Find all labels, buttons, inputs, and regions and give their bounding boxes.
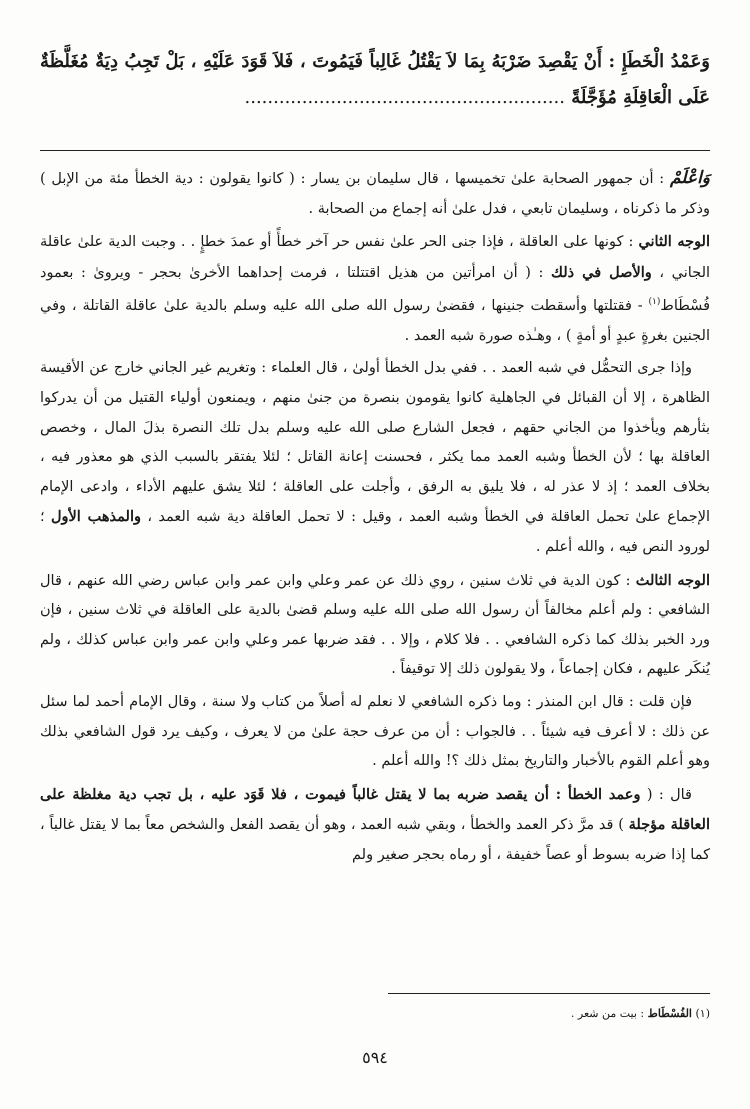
paragraph-text: ؛ لورود النص فيه ، والله أعلم . (40, 509, 710, 555)
paragraph-text: : ( أن امرأتين من هذيل اقتتلتا ، فرمت إحداهما الأخرىٰ بحجر - ويروىٰ : بعمود فُسْطَاط (40, 264, 710, 315)
paragraph-5 (40, 688, 710, 777)
paragraph-2 (40, 227, 710, 351)
bold-phrase: والمذهب الأول (51, 508, 141, 526)
commentary-body (40, 164, 710, 873)
footnote-definition: : بيت من شعر . (570, 1007, 645, 1020)
matn-dots: ........................................................ (244, 87, 565, 108)
section-heading: الوجه الثالث (635, 571, 710, 589)
page-number: ٥٩٤ (362, 1048, 388, 1067)
paragraph-text: : أن جمهور الصحابة علىٰ تخميسها ، قال سليمان بن يسار : ( كانوا يقولون : دية الخطأ مئة من الإبل ) وذكر ما ذكرناه ، وسليمان تابعي ، فدل علىٰ أنه إجماع من الصحابة . (40, 171, 710, 217)
paragraph-3 (40, 354, 710, 562)
paragraph-text: ) قد مرَّ ذكر العمد والخطأ ، وبقي شبه العمد ، وهو أن يقصد الفعل والشخص معاً بما لا يقتل غالباً ، كما إذا ضربه بسوط أو عصاً خفيفة ، أو رماه بحجر صغير ولم (40, 817, 710, 863)
footnote-divider (388, 993, 710, 994)
footnote-term: الفُسْطَاط (647, 1007, 692, 1020)
quoted-matn: وعمد الخطأ : أن يقصد ضربه بما لا يقتل غالباً فيموت ، فلا قَوَد عليه ، بل تجب دية مغلظة على العاقلة مؤجلة (40, 785, 710, 834)
footnote-number: (١) (695, 1007, 710, 1020)
footnote (40, 1006, 710, 1022)
paragraph-1 (40, 164, 710, 224)
paragraph-text: : كون الدية في ثلاث سنين ، روي ذلك عن عمر وعلي وابن عمر وابن عباس رضي الله عنهم ، قال الشافعي : ولم أعلم مخالفاً أن رسول الله صلى الله عليه وسلم قضىٰ بالدية على العاقلة في ثلاث سنين ، فإن ورد الخبر بذلك كما ذكره الشافعي . . فلا كلام ، وإلا . . فقد ضربها عمر وعلي وابن عمر وابن عباس كذلك ، ولم يُنكَر عليهم ، فكان إجماعاً ، ولا يقولون ذلك إلا توقيفاً . (40, 572, 710, 678)
matn-main: وَعَمْدُ الْخَطَإِ : أَنْ يَقْصِدَ ضَرْبَهُ بِمَا لاَ يَقْتُلُ غَالِباً فَيَمُوتَ ، فَلاَ قَوَدَ عَلَيْهِ ، بَلْ تَجِبُ دِيَةٌ مُغَلَّظَةٌ عَلَى الْعَاقِلَةِ مُؤَجَّلَةً (40, 51, 710, 108)
paragraph-text: وإذا جرى التحمُّل في شبه العمد . . ففي بدل الخطأ أولىٰ ، قال العلماء : وتغريم غير الجاني خارج عن الأقيسة الظاهرة ، إلا أن القبائل في الجاهلية كانوا يقومون بنصرة من جنىٰ منهم ، ويمنعون أولياء القتيل من أن يدركوا بثأرهم ويأخذوا من الجاني حقهم ، فجعل الشارع صلى الله عليه وسلم بدل تلك النصرة بذلَ المال ، وخصص العاقلة بها ؛ لأن الخطأ وشبه العمد مما يكثر ، فحسنت إعانة القاتل ؛ لئلا يفتقر بالسبب الذي هو معذور فيه ، بخلاف العمد ؛ إذ لا عذر له ، فلا يليق به الرفق ، وأجلت على العاقلة ؛ لئلا يشق عليهم الأداء ، وادعى الإمام الإجماع علىٰ تحمل العاقلة في الخطأ وشبه العمد ، وقيل : لا تحمل العاقلة دية شبه العمد ، (40, 360, 711, 526)
header-divider (40, 150, 710, 151)
paragraph-text: قال : ( (646, 786, 692, 803)
footnote-ref[interactable]: (١) (648, 297, 661, 308)
paragraph-text: - فقتلتها وأسقطت جنينها ، فقضىٰ رسول الله صلى الله عليه وسلم بالدية علىٰ عاقلة القاتلة ، وفي الجنين بغرةٍ عبدٍ أو أمةٍ ) ، وهـٰذه صورة شبه العمد . (40, 298, 710, 344)
paragraph-6 (40, 780, 710, 871)
bold-phrase: والأصل في ذلك (551, 263, 652, 281)
paragraph-text: : كونها على العاقلة ، فإذا جنى الحر علىٰ نفس حر آخر خطأً أو عمدَ خطإٍ . . وجبت الدية علىٰ عاقلة الجاني ، (40, 234, 711, 281)
paragraph-4 (40, 566, 710, 685)
section-heading: الوجه الثاني (638, 233, 711, 251)
matn-text (40, 44, 710, 116)
paragraph-text: فإن قلت : قال ابن المنذر : وما ذكره الشافعي لا نعلم له أصلاً من كتاب ولا سنة ، وقال الإمام أحمد لما سئل عن ذلك : لا أعرف فيه شيئاً . . فالجواب : أن من عرف حجة علىٰ من لا يعرف ، وكيف يرد قول الشافعي بذلك وهو أعلم القوم بالأخبار والتاريخ بمثل ذلك ؟! والله أعلم . (40, 693, 710, 770)
paragraph-lead: وَاعْلَمْ (669, 168, 711, 188)
